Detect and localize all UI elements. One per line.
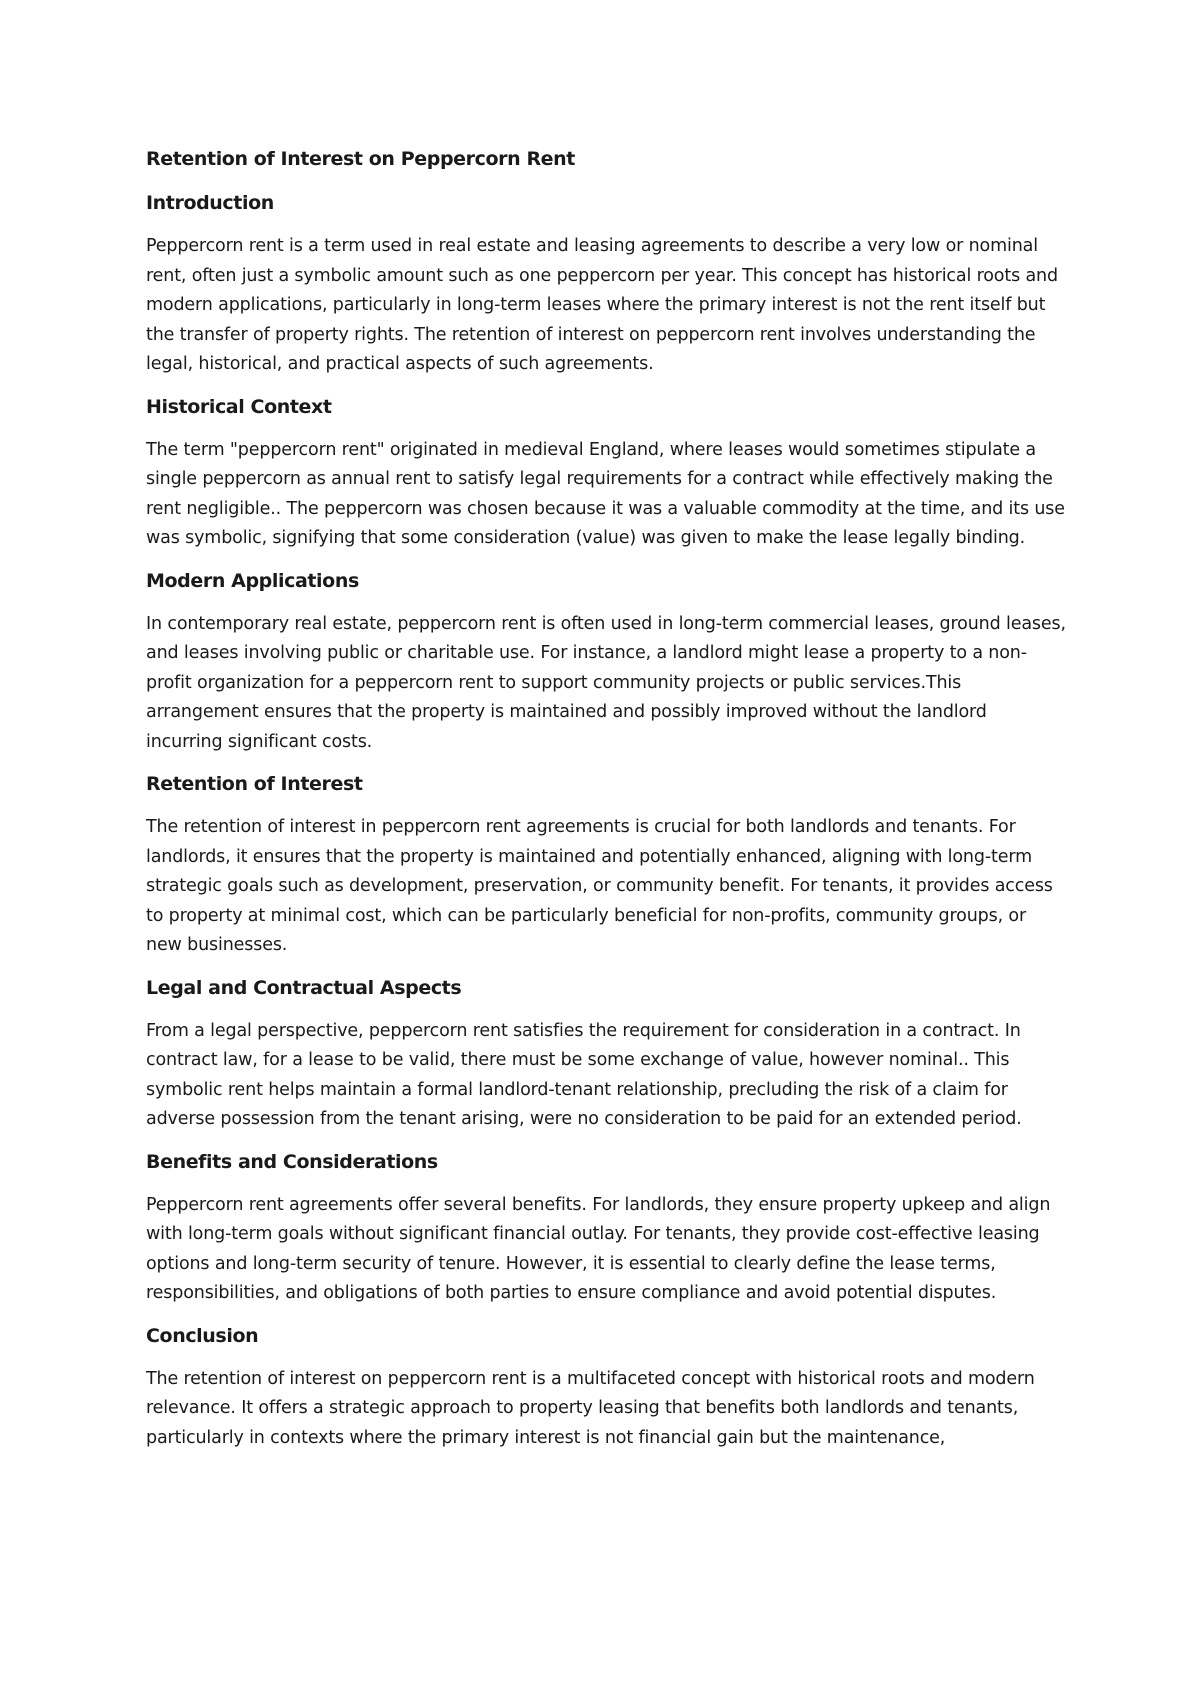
section-heading: Retention of Interest [146, 773, 363, 795]
section-heading: Benefits and Considerations [146, 1150, 438, 1173]
section-retention-of-interest [146, 771, 1066, 961]
section-introduction [146, 190, 1066, 380]
section-heading: Historical Context [146, 395, 332, 418]
section-conclusion [146, 1323, 1066, 1454]
section-heading: Modern Applications [146, 569, 359, 592]
section-paragraph: The term "peppercorn rent" originated in medieval England, where leases would sometimes stipulate a single peppercorn as annual rent to satisfy legal requirements for a contract while effectively making the rent negligible.. The peppercorn was chosen because it was a valuable commodity at the time, and its use was symbolic, signifying that some consideration (value) was given to make the lease legally binding. [146, 439, 1065, 548]
section-legal-and-contractual-aspects [146, 975, 1066, 1135]
section-paragraph: Peppercorn rent agreements offer several benefits. For landlords, they ensure property upkeep and align with long-term goals without significant financial outlay. For tenants, they provide cost-effective leasing options and long-term security of tenure. However, it is essential to clearly define the lease terms, responsibilities, and obligations of both parties to ensure compliance and avoid potential disputes. [146, 1194, 1051, 1303]
document-body [146, 146, 1066, 1467]
section-paragraph: Peppercorn rent is a term used in real estate and leasing agreements to describe a very low or nominal rent, often just a symbolic amount such as one peppercorn per year. This concept has historical roots and modern applications, particularly in long-term leases where the primary interest is not the rent itself but the transfer of property rights. The retention of interest on peppercorn rent involves understanding the legal, historical, and practical aspects of such agreements. [146, 236, 1058, 374]
section-paragraph: From a legal perspective, peppercorn rent satisfies the requirement for consideration in a contract. In contract law, for a lease to be valid, there must be some exchange of value, however nominal.. This symbolic rent helps maintain a formal landlord-tenant relationship, precluding the risk of a claim for adverse possession from the tenant arising, were no consideration to be paid for an extended period. [146, 1020, 1022, 1129]
section-heading: Legal and Contractual Aspects [146, 976, 462, 999]
section-paragraph: The retention of interest in peppercorn rent agreements is crucial for both landlords and tenants. For landlords, it ensures that the property is maintained and potentially enhanced, aligning with long-term strategic goals such as development, preservation, or community benefit. For tenants, it provides access to property at minimal cost, which can be particularly beneficial for non-profits, community groups, or new businesses. [146, 817, 1053, 955]
section-historical-context [146, 394, 1066, 554]
section-paragraph: In contemporary real estate, peppercorn rent is often used in long-term commercial leases, ground leases, and leases involving public or charitable use. For instance, a landlord might lease a property to a non-profit organization for a peppercorn rent to support community projects or public services.This arrangement ensures that the property is maintained and possibly improved without the landlord incurring significant costs. [146, 613, 1066, 752]
section-benefits-and-considerations [146, 1149, 1066, 1309]
section-heading: Introduction [146, 192, 274, 214]
section-modern-applications [146, 568, 1066, 758]
section-paragraph: The retention of interest on peppercorn rent is a multifaceted concept with historical roots and modern relevance. It offers a strategic approach to property leasing that benefits both landlords and tenants, particularly in contexts where the primary interest is not financial gain but the maintenance, [146, 1368, 1035, 1448]
document-title: Retention of Interest on Peppercorn Rent [146, 148, 575, 170]
section-heading: Conclusion [146, 1324, 259, 1347]
